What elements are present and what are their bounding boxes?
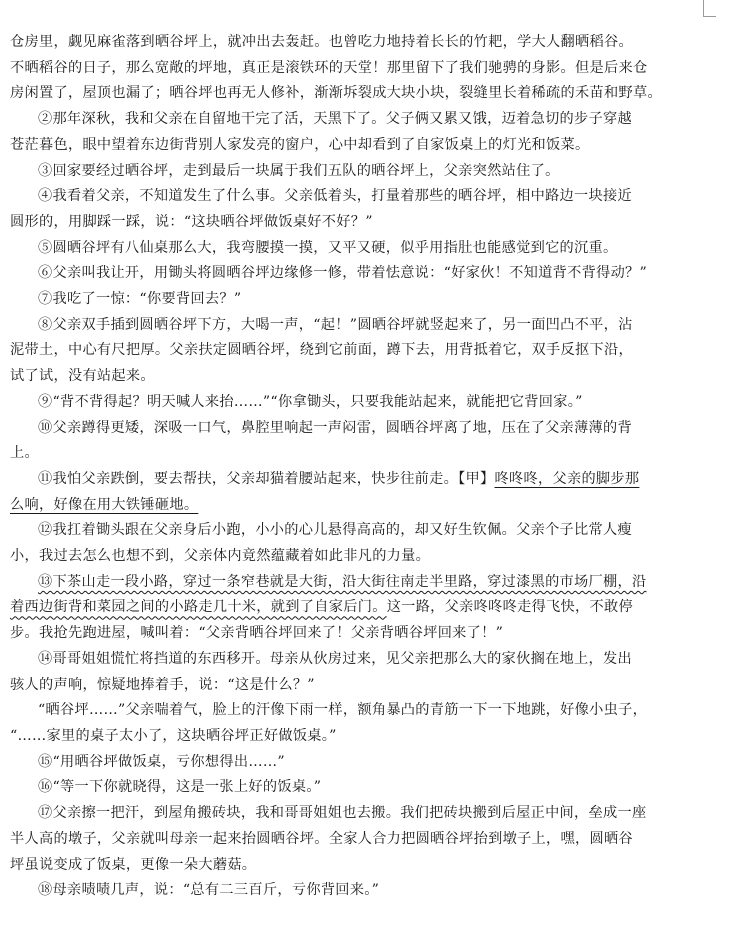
page-corner-mark <box>703 0 716 17</box>
line-text: ⑪我怕父亲跌倒，要去帮扶，父亲却猫着腰站起来，快步往前走。【甲】 <box>38 470 495 487</box>
text-line <box>10 750 694 776</box>
line-text: 圆形的，用脚踩一踩，说：“这块晒谷坪做饭桌好不好？” <box>10 213 373 230</box>
text-line <box>10 493 694 519</box>
line-text: 这一路，父亲咚咚咚走得飞快，不敢停 <box>386 599 633 616</box>
underlined-text: 着西边街背和菜园之间的小路走几十米，就到了自家后门。 <box>10 599 387 616</box>
text-line <box>10 673 694 699</box>
text-line <box>10 853 694 879</box>
line-text: ③回家要经过晒谷坪，走到最后一块属于我们五队的晒谷坪上，父亲突然站住了。 <box>38 162 560 179</box>
text-line <box>10 287 694 313</box>
text-line <box>10 184 694 210</box>
text-line <box>10 390 694 416</box>
document-body <box>10 30 694 904</box>
text-line <box>10 210 694 236</box>
line-text: 上。 <box>10 445 39 462</box>
text-line <box>10 801 694 827</box>
line-text: 半人高的墩子，父亲就叫母亲一起来抬圆晒谷坪。全家人合力把圆晒谷坪抬到墩子上，嘿，圆晒谷 <box>10 830 633 847</box>
line-text: 不晒稻谷的日子，那么宽敞的坪地，真正是滚铁环的天堂！那里留下了我们驰骋的身影。但是后来仓 <box>10 59 648 76</box>
text-line <box>10 621 694 647</box>
text-line <box>10 827 694 853</box>
line-text: ⑨“背不背得起？明天喊人来抬……”“你拿锄头，只要我能站起来，就能把它背回家。” <box>38 393 583 410</box>
text-line <box>10 647 694 673</box>
line-text: 仓房里，觑见麻雀落到晒谷坪上，就冲出去轰赶。也曾吃力地持着长长的竹耙，学大人翻晒稻谷。 <box>10 34 633 50</box>
line-text: ④我看着父亲，不知道发生了什么事。父亲低着头，打量着那些的晒谷坪，相中路边一块接近 <box>38 188 632 205</box>
text-line <box>10 338 694 364</box>
line-text: ⑤圆晒谷坪有八仙桌那么大，我弯腰摸一摸，又平又硬，似乎用指肚也能感觉到它的沉重。 <box>38 239 618 256</box>
line-text: ⑫我扛着锄头跟在父亲身后小跑，小小的心儿悬得高高的，却又好生钦佩。父亲个子比常人瘦 <box>38 522 632 539</box>
text-line <box>10 159 694 185</box>
line-text: “……家里的桌子太小了，这块晒谷坪正好做饭桌。” <box>10 727 337 744</box>
line-text: ⑯“等一下你就晓得，这是一张上好的饭桌。” <box>38 779 322 796</box>
line-text: 苍茫暮色，眼中望着东边街背别人家发亮的窗户，心中却看到了自家饭桌上的灯光和饭菜。 <box>10 136 590 153</box>
line-text: 步。我抢先跑进屋，喊叫着：“父亲背晒谷坪回来了！父亲背晒谷坪回来了！” <box>10 625 504 642</box>
line-text: ⑭哥哥姐姐慌忙将挡道的东西移开。母亲从伙房过来，见父亲把那么大的家伙搁在地上，发出 <box>38 650 632 667</box>
text-line <box>10 518 694 544</box>
underlined-text: 咚咚咚，父亲的脚步那 <box>494 470 640 487</box>
line-text: 骇人的声响，惊疑地捧着手，说：“这是什么？” <box>10 676 315 693</box>
text-line <box>10 775 694 801</box>
line-text: 房闲置了，屋顶也漏了；晒谷坪也再无人修补，渐渐坼裂成大块小块，裂缝里长着稀疏的禾苗和野草。 <box>10 85 662 102</box>
text-line <box>10 724 694 750</box>
line-text: ⑮“用晒谷坪做饭桌，亏你想得出……” <box>38 753 285 770</box>
text-line <box>10 236 694 262</box>
line-text: 泥带土，中心有尺把厚。父亲扶定圆晒谷坪，绕到它前面，蹲下去，用背抵着它，双手反抠下沿， <box>10 342 633 359</box>
text-line <box>10 467 694 493</box>
text-line <box>10 364 694 390</box>
line-text: ⑱母亲啧啧几声，说：“总有二三百斤，亏你背回来。” <box>38 882 380 899</box>
text-line <box>10 544 694 570</box>
line-text: 坪虽说变成了饭桌，更像一朵大蘑菇。 <box>10 856 257 873</box>
text-line <box>10 133 694 159</box>
line-text: “晒谷坪……”父亲喘着气，脸上的汗像下雨一样，额角暴凸的青筋一下一下地跳，好像小虫子， <box>38 702 648 719</box>
underlined-text: 么响，好像在用大铁锤砸地。 <box>10 496 199 513</box>
text-line <box>10 81 694 107</box>
line-text: ⑰父亲擦一把汗，到屋角搬砖块，我和哥哥姐姐也去搬。我们把砖块搬到后屋正中间，垒成一座 <box>38 805 647 822</box>
text-line <box>10 878 694 904</box>
text-line <box>10 261 694 287</box>
text-line <box>10 698 694 724</box>
text-line <box>10 441 694 467</box>
text-line <box>10 570 694 596</box>
text-line <box>10 56 694 82</box>
line-text: ⑧父亲双手插到圆晒谷坪下方，大喝一声，“起！”圆晒谷坪就竖起来了，另一面凹凸不平，沾 <box>38 316 633 333</box>
line-text: ②那年深秋，我和父亲在自留地干完了活，天黑下了。父子俩又累又饿，迈着急切的步子穿越 <box>38 111 632 128</box>
text-line <box>10 107 694 133</box>
text-line <box>10 313 694 339</box>
line-text: ⑩父亲蹲得更矮，深吸一口气，鼻腔里响起一声闷雷，圆晒谷坪离了地，压在了父亲薄薄的背 <box>38 419 632 436</box>
text-line <box>10 595 694 621</box>
line-text: ⑦我吃了一惊：“你要背回去？” <box>38 291 242 308</box>
text-line <box>10 416 694 442</box>
underlined-text: ⑬下茶山走一段小路，穿过一条窄巷就是大街，沿大街往南走半里路，穿过漆黑的市场厂棚，沿 <box>38 573 647 590</box>
text-line <box>10 30 694 56</box>
line-text: 小，我过去怎么也想不到，父亲体内竟然蕴藏着如此非凡的力量。 <box>10 548 431 565</box>
line-text: 试了试，没有站起来。 <box>10 368 155 385</box>
line-text: ⑥父亲叫我让开，用锄头将圆晒谷坪边缘修一修，带着怯意说：“好家伙！不知道背不背得动？” <box>38 265 648 282</box>
